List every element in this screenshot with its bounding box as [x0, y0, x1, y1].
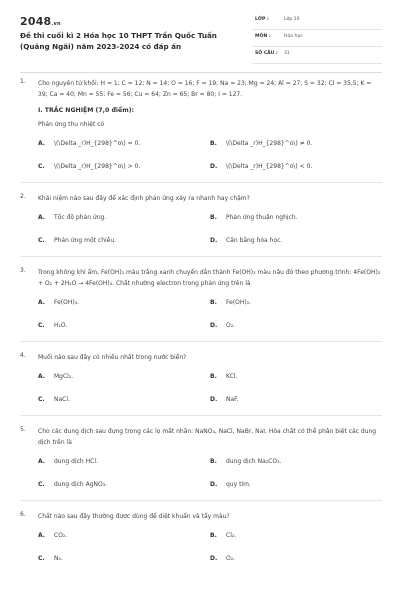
option-a[interactable] — [38, 450, 98, 473]
question-text: Khái niệm nào sau đây để xác định phản ứng xảy ra nhanh hay chậm? — [38, 195, 250, 202]
option-c[interactable] — [38, 314, 67, 337]
option-text: MgCl₂. — [54, 373, 74, 380]
option-d[interactable] — [210, 155, 312, 178]
option-d[interactable] — [210, 229, 282, 252]
option-label: C. — [38, 322, 45, 329]
option-a[interactable] — [38, 206, 106, 229]
options — [38, 450, 382, 496]
option-row — [38, 450, 382, 473]
option-label: D. — [210, 396, 218, 403]
option-b[interactable] — [210, 365, 237, 388]
option-row — [38, 291, 382, 314]
question-divider — [20, 415, 382, 416]
option-label: A. — [38, 532, 46, 539]
option-text: O₂. — [226, 322, 236, 329]
meta-row-class — [252, 13, 382, 30]
option-text: \(\Delta _r)H_{298}^o\) ≠ 0. — [226, 140, 313, 147]
option-d[interactable] — [210, 473, 251, 496]
question-number: 6. — [20, 511, 26, 518]
meta-key: SỐ CÂU : — [255, 51, 278, 56]
logo[interactable] — [20, 15, 61, 28]
option-d[interactable] — [210, 314, 235, 337]
meta-row-count — [252, 47, 382, 64]
option-c[interactable] — [38, 547, 63, 570]
option-label: C. — [38, 163, 45, 170]
question — [20, 78, 382, 183]
question-divider — [20, 256, 382, 257]
option-b[interactable] — [210, 206, 298, 229]
option-d[interactable] — [210, 547, 235, 570]
option-row — [38, 365, 382, 388]
option-row — [38, 155, 382, 178]
option-label: D. — [210, 237, 218, 244]
option-a[interactable] — [38, 132, 140, 155]
option-a[interactable] — [38, 291, 79, 314]
option-label: A. — [38, 373, 46, 380]
option-label: B. — [210, 214, 217, 221]
question-text: Cho nguyên tử khối: H = 1; C = 12; N = 14; O = 16; F = 19; Na = 23; Mg = 24; Al = 27; S = 32; Cl = 35,5; K = 39; Ca = 40; Mn = 55; Fe = 56; Cu = 64; Zn = 65; Br = 80; I = 127. — [38, 80, 372, 98]
question-number: 4. — [20, 352, 26, 359]
option-label: B. — [210, 299, 217, 306]
options — [38, 524, 382, 570]
meta-key: LỚP : — [255, 17, 269, 22]
option-label: C. — [38, 396, 45, 403]
option-row — [38, 473, 382, 496]
question — [20, 511, 382, 570]
options — [38, 206, 382, 252]
option-text: N₂. — [54, 555, 63, 562]
logo-text: 2048 — [20, 15, 52, 28]
option-a[interactable] — [38, 524, 67, 547]
options — [38, 132, 382, 178]
option-row — [38, 206, 382, 229]
option-label: B. — [210, 373, 217, 380]
questions-list — [20, 78, 382, 570]
option-label: B. — [210, 140, 217, 147]
option-text: KCl. — [226, 373, 238, 380]
option-row — [38, 547, 382, 570]
option-row — [38, 132, 382, 155]
exam-meta — [252, 13, 382, 64]
question — [20, 193, 382, 257]
option-label: A. — [38, 214, 46, 221]
question-number: 2. — [20, 193, 26, 200]
options — [38, 365, 382, 411]
option-c[interactable] — [38, 229, 116, 252]
option-text: \(\Delta _r)H_{298}^o\) < 0. — [226, 163, 313, 170]
option-label: B. — [210, 532, 217, 539]
option-text: O₂. — [226, 555, 236, 562]
option-text: Fe(OH)₂. — [226, 299, 252, 306]
option-text: H₂O. — [54, 322, 68, 329]
option-label: D. — [210, 555, 218, 562]
meta-key: MÔN : — [255, 34, 271, 39]
option-text: Fe(OH)₃. — [54, 299, 80, 306]
option-c[interactable] — [38, 473, 107, 496]
option-label: D. — [210, 481, 218, 488]
option-text: Phản ứng thuận nghịch. — [226, 214, 298, 221]
option-label: D. — [210, 163, 218, 170]
option-label: C. — [38, 237, 45, 244]
option-row — [38, 524, 382, 547]
option-d[interactable] — [210, 388, 239, 411]
question — [20, 267, 382, 342]
question-divider — [20, 500, 382, 501]
question — [20, 352, 382, 416]
page-header — [0, 0, 400, 74]
option-text: \(\Delta _r)H_{298}^o\) = 0. — [54, 140, 141, 147]
option-label: C. — [38, 555, 45, 562]
option-b[interactable] — [210, 524, 236, 547]
option-text: dung dịch AgNO₃. — [54, 481, 108, 488]
question-text: Cho các dung dịch sau đựng trong các lọ mất nhãn: NaNO₃, NaCl, NaBr, NaI. Hóa chất có thể phân biệt các dung dịch trên là — [38, 428, 377, 446]
question-text: Chất nào sau đây thường được dùng để diệt khuẩn và tẩy màu? — [38, 513, 230, 520]
section-heading: I. TRẮC NGHIỆM (7,0 điểm): — [38, 107, 134, 114]
option-b[interactable] — [210, 132, 312, 155]
option-row — [38, 314, 382, 337]
question-divider — [20, 182, 382, 183]
option-label: B. — [210, 458, 217, 465]
question-text: Muối nào sau đây có nhiều nhất trong nước biển? — [38, 354, 187, 361]
option-b[interactable] — [210, 291, 251, 314]
option-text: CO₂. — [54, 532, 68, 539]
option-b[interactable] — [210, 450, 281, 473]
option-text: \(\Delta _r)H_{298}^o\) > 0. — [54, 163, 141, 170]
question-number: 3. — [20, 267, 26, 274]
options — [38, 291, 382, 337]
option-text: quỳ tím. — [226, 481, 251, 488]
option-text: Cân bằng hóa học. — [226, 237, 283, 244]
meta-value: 31 — [284, 51, 290, 56]
exam-title: Đề thi cuối kì 2 Hóa học 10 THPT Trần Quốc Tuấn (Quảng Ngãi) năm 2023-2024 có đáp án — [20, 31, 217, 51]
option-text: Cl₂. — [226, 532, 237, 539]
question-text: Trong không khí ẩm, Fe(OH)₂ màu trắng xanh chuyển dần thành Fe(OH)₃ màu nâu đỏ theo phương trình: 4Fe(OH)₂ + O₂ + 2H₂O → 4Fe(OH)₃. Chất nhường electron trong phản ứng trên là — [38, 269, 381, 287]
question-number: 5. — [20, 426, 26, 433]
question-number: 1. — [20, 78, 26, 85]
option-label: D. — [210, 322, 218, 329]
question — [20, 426, 382, 501]
option-c[interactable] — [38, 155, 140, 178]
question-divider — [20, 341, 382, 342]
option-text: dung dịch Na₂CO₃. — [226, 458, 282, 465]
option-a[interactable] — [38, 365, 73, 388]
option-c[interactable] — [38, 388, 70, 411]
option-row — [38, 388, 382, 411]
logo-suffix: .vn — [51, 21, 61, 27]
meta-row-subject — [252, 30, 382, 47]
option-text: Phản ứng một chiều. — [54, 237, 117, 244]
option-label: A. — [38, 299, 46, 306]
option-label: A. — [38, 140, 46, 147]
option-label: A. — [38, 458, 46, 465]
option-text: Tốc độ phản ứng. — [54, 214, 107, 221]
question-stem: Phản ứng thu nhiệt có — [38, 121, 105, 128]
option-text: NaCl. — [54, 396, 70, 403]
option-label: C. — [38, 481, 45, 488]
option-text: NaF. — [226, 396, 239, 403]
meta-value: Hóa học — [284, 34, 303, 39]
option-text: dung dịch HCl. — [54, 458, 98, 465]
header-divider — [20, 72, 382, 73]
option-row — [38, 229, 382, 252]
meta-value: Lớp 10 — [284, 17, 300, 22]
